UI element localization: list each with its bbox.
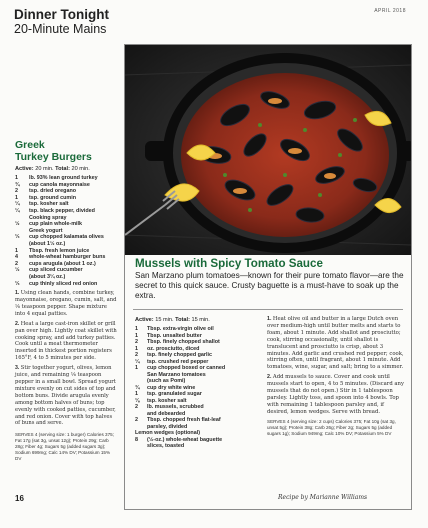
ingredient-amount: 2 [135,417,138,423]
ingredient-text: Tbsp. unsalted butter [147,332,202,339]
ingredient-text: cup canola mayonnaise [29,181,90,188]
ingredient-amount: ½ [15,267,20,274]
ingredient-amount: 1 [15,194,18,201]
ingredient-amount [15,241,29,248]
mussels-step: 2. Add mussels to sauce. Cover and cook until mussels start to open, 4 to 5 minutes. (Discard any mussels that do not open.) Stir in 1 tablespoon parsley. Lightly toss, and spoon into 4 bowls. Top with remaining 1 tablespoon parsley and, if desired, lemon wedges. Serve with bread. [267,374,404,415]
mussels-ingredients-column [135,317,261,450]
recipe-byline: Recipe by Marianne Williams [278,494,368,501]
ingredient-text: cup plain whole-milk [29,221,83,228]
page-number: 16 [15,494,24,503]
divider [133,309,403,310]
burger-ingredient [15,241,117,248]
ingredient-amount: 2 [15,188,18,195]
burger-ingredient [15,195,117,202]
ingredient-text: cup dry white wine [147,384,196,391]
ingredient-text: parsley, divided [147,423,188,430]
burger-ingredient [15,175,117,182]
ingredient-text: Lemon wedges (optional) [135,430,200,436]
burger-nutrition: SERVES 4 (serving size: 1 burger) Calories 375; Fat 17g (sat 3g, unsat 12g); Protein 29g; Carb 28g; Fiber 4g; Sugars 5g (added sugars 3g); Sodium 699mg; Calc 14% DV; Potassium 15% DV [15,432,114,462]
mussels-ingredient [135,443,261,450]
mussels-ingredient-list [135,326,261,450]
ingredient-text: San Marzano tomatoes [147,371,206,378]
burger-ingredient [15,215,117,222]
mussels-step: 1. Heat olive oil and butter in a large Dutch oven over medium-high until butter melts and starts to foam, about 1 minute. Add shallot and prosciutto; cook, stirring occasionally, until shallot is translucent and prosciutto is crisp, about 3 minutes. Add garlic and crushed red pepper; cook, stirring often, until fragrant, about 1 minute. Add tomatoes, wine, sugar, and salt; bring to a simmer. [267,316,404,371]
ingredient-amount: 1 [135,365,138,371]
burger-ingredient [15,221,117,228]
ingredient-text: tsp. black pepper, divided [29,207,95,214]
ingredient-text: cup sliced cucumber [29,267,83,274]
ingredient-text: lb. 93% lean ground turkey [29,175,98,181]
ingredient-amount: 1 [135,391,138,397]
burger-time: Active: 20 min. Total: 20 min. [15,166,90,172]
burger-ingredient [15,267,117,274]
burger-ingredient-list [15,175,117,287]
burger-ingredient [15,188,117,195]
burger-ingredient [15,228,117,235]
ingredient-text: (about 1½ oz.) [29,240,66,247]
section-subtitle: 20-Minute Mains [14,22,107,36]
ingredient-text: Tbsp. chopped fresh flat-leaf [147,417,221,423]
ingredient-text: Cooking spray [29,214,67,221]
ingredient-amount: 2 [135,404,138,410]
ingredient-amount: 1 [15,247,18,254]
ingredient-amount: ½ [15,221,20,228]
ingredient-text: tsp. dried oregano [29,188,77,195]
ingredient-text: Tbsp. fresh lemon juice [29,247,90,254]
burger-steps [15,290,117,427]
issue-date: APRIL 2018 [374,8,406,14]
burger-ingredient [15,234,117,241]
burger-title: Greek Turkey Burgers [15,139,92,163]
ingredient-text: slices, toasted [147,443,185,449]
ingredient-amount: 1 [15,175,18,181]
ingredient-text: tsp. kosher salt [29,201,69,208]
ingredient-amount: ¼ [135,358,140,365]
ingredient-amount: ⅛ [135,397,140,404]
ingredient-text: Tbsp. extra-virgin olive oil [147,326,214,332]
ingredient-text: tsp. ground cumin [29,194,77,201]
ingredient-amount: ⅓ [15,280,20,287]
mussels-panel [124,44,412,510]
ingredient-text: tsp. granulated sugar [147,391,202,397]
ingredient-amount: 1 [135,345,138,352]
burger-ingredient [15,281,117,288]
ingredient-amount: 1 [135,332,138,339]
ingredient-amount: ¼ [15,207,20,214]
mussels-steps [267,316,405,416]
mussels-time: Active: 15 min. Total: 15 min. [135,317,210,323]
burger-step: 1. Using clean hands, combine turkey, mayonnaise, oregano, cumin, salt, and ⅛ teaspoon pepper. Shape mixture into 4 equal patties. [15,290,117,317]
ingredient-amount [15,274,29,281]
ingredient-amount: 2 [135,339,138,345]
burger-ingredient [15,254,117,261]
mussels-steps-column [267,316,405,437]
burger-recipe [15,140,117,462]
burger-ingredient [15,208,117,215]
ingredient-text: and debearded [147,410,186,417]
ingredient-amount: 4 [15,254,18,261]
ingredient-text: tsp. kosher salt [147,397,187,404]
section-title: Dinner Tonight [14,7,109,22]
ingredient-amount: 1 [135,326,138,332]
mussels-nutrition: SERVES 4 (serving size: 2 cups) Calories 375; Fat 10g (sat 3g, unsat 5g); Protein 38g; Carb 26g; Fiber 2g; Sugars 5g (added sugars 1g); Sodium 949mg; Calc 10% DV; Potassium 5% DV [267,418,396,436]
burger-step: 2. Heat a large cast-iron skillet or grill pan over high. Lightly coat skillet with cooking spray, and add turkey patties. Cook until a meat thermometer inserted in thickest portion registers 165°F, 4 to 5 minutes per side. [15,320,117,362]
ingredient-amount [15,228,29,235]
page-header [14,8,109,36]
ingredient-amount: 8 [135,436,138,443]
ingredient-amount [135,443,147,450]
ingredient-amount: ⅓ [15,234,20,241]
ingredient-text: cup chopped kalamata olives [29,234,104,241]
ingredient-text: cups arugula (about 1 oz.) [29,260,96,267]
ingredient-amount: ¼ [15,201,20,208]
ingredient-text: Greek yogurt [29,227,63,234]
ingredient-text: (such as Pomi) [147,378,186,384]
ingredient-amount: ¾ [15,181,20,188]
burger-step: 3. Stir together yogurt, olives, lemon juice, and remaining ⅛ teaspoon pepper in a small bowl. Spread yogurt mixture evenly on cut sides of top and bottom buns. Divide arugula evenly among bottom halves of buns; top evenly with cooked patties, cucumber, and red onion. Cover with top halves of buns and serve. [15,365,116,427]
ingredient-text: tsp. crushed red pepper [147,358,209,365]
ingredient-text: whole-wheat hamburger buns [29,254,106,261]
ingredient-text: lb. mussels, scrubbed [147,404,204,410]
burger-ingredient [15,261,117,268]
mussels-pot-illustration [125,45,411,255]
ingredient-text: tsp. finely chopped garlic [147,352,212,358]
mussels-photo [125,45,411,255]
ingredient-text: (½-oz.) whole-wheat baguette [147,436,223,443]
ingredient-amount: ¾ [135,384,140,391]
mussels-headline: Mussels with Spicy Tomato Sauce [135,257,323,270]
ingredient-text: (about 3¼ oz.) [29,273,66,280]
burger-ingredient [15,182,117,189]
burger-ingredient [15,201,117,208]
ingredient-amount: 2 [15,260,18,267]
ingredient-amount: 2 [135,352,138,358]
ingredient-text: cup thinly sliced red onion [29,280,98,287]
burger-ingredient [15,274,117,281]
ingredient-text: Tbsp. finely chopped shallot [147,339,220,345]
ingredient-text: oz. prosciutto, diced [147,345,200,352]
burger-ingredient [15,248,117,255]
ingredient-text: cup chopped boxed or canned [147,365,226,371]
mussels-subhead: San Marzano plum tomatoes—known for their pure tomato flavor—are the secret to this quick sauce. Crusty baguette is a must-have to soak up the extra. [135,271,404,300]
